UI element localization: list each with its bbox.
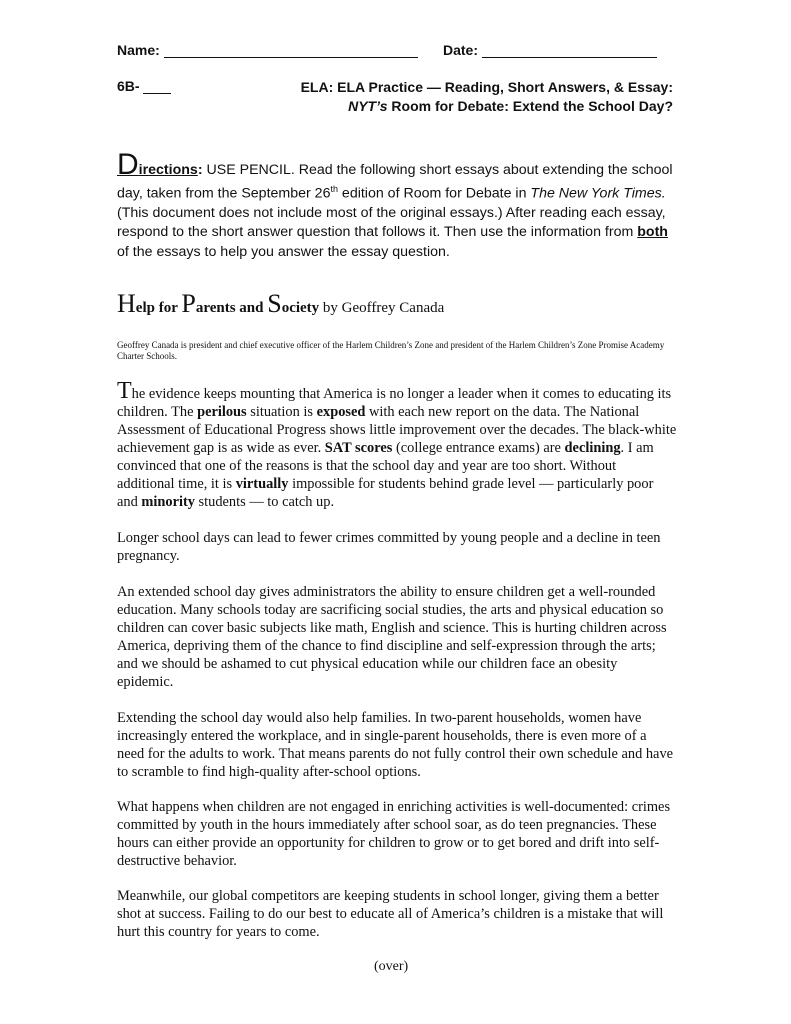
vocab-word: virtually: [235, 476, 289, 492]
directions-text-3: (This document does not include most of the original essays.) After reading each essay, respond to the short answer question that follows it. Then use the information from: [117, 205, 666, 241]
directions-text-1: USE PENCIL. Read the following short essays about extending the school day, taken from the September 26: [117, 162, 673, 202]
paragraph-5-text: What happens when children are not engaged in enriching activities is well-documented: crimes committed by youth in the hours immediately after school soar, as do teen pregnancies. These hours can either provide an opportunity for children to grow or to get bored and drift into self-destructive behavior.: [117, 799, 671, 869]
essay-paragraph-5: [117, 798, 677, 870]
class-field: [117, 78, 171, 94]
vocab-word: perilous: [197, 404, 247, 420]
directions-colon: :: [197, 162, 203, 178]
p1-text: with each new report on the data. The National Assessment of Educational Progress shows little improvement over the decades. The black-white achievement gap is as wide as ever.: [117, 404, 677, 456]
nyt-italic: NYT’s: [348, 98, 388, 114]
title-cap-p: P: [181, 289, 196, 318]
date-blank-line[interactable]: [482, 43, 657, 58]
p1-text: situation is: [246, 404, 317, 420]
title-rest-p: arents and: [195, 300, 268, 316]
p1-text: (college entrance exams) are: [392, 440, 565, 456]
paragraph-2-text: Longer school days can lead to fewer crimes committed by young people and a decline in teen pregnancy.: [117, 530, 661, 564]
essay-paragraph-6: [117, 887, 677, 941]
essay-paragraph-2: [117, 529, 677, 565]
directions-text-2: edition of Room for Debate in: [337, 185, 531, 202]
essay-paragraph-3: [117, 583, 677, 691]
vocab-word: minority: [141, 494, 195, 510]
name-field: [117, 42, 418, 58]
assignment-heading: [301, 78, 673, 116]
title-rest-h: elp for: [135, 300, 182, 316]
class-blank-line[interactable]: [143, 79, 171, 94]
essay-title: [117, 289, 444, 319]
p1-text: . I am convinced that one of the reasons is that the school day and year are too short. Without additional time, it is: [117, 440, 654, 492]
title-cap-h: H: [117, 289, 136, 318]
title-rest-s: ociety: [281, 300, 320, 316]
date-label: Date:: [443, 42, 479, 58]
assignment-line-2: [301, 97, 673, 116]
title-cap-s: S: [267, 289, 282, 318]
assignment-line-2-rest: Room for Debate: Extend the School Day?: [387, 98, 673, 114]
directions-block: [117, 148, 677, 262]
p1-text: students — to catch up.: [194, 494, 335, 510]
name-blank-line[interactable]: [164, 43, 418, 58]
name-label: Name:: [117, 42, 160, 58]
class-label: 6B-: [117, 78, 140, 94]
directions-text-4: of the essays to help you answer the essay question.: [117, 243, 450, 260]
over-note: (over): [374, 959, 409, 974]
essay-paragraph-4: [117, 709, 677, 781]
directions-label: [117, 148, 198, 181]
paragraph-4-text: Extending the school day would also help families. In two-parent households, women have increasingly entered the workplace, and in single-parent households, there is even more of a need for the adults to work. That means parents do not fully control their own schedule and have to scramble to find high-quality after-school options.: [117, 710, 674, 780]
paragraph-drop-cap: T: [117, 378, 132, 404]
directions-source: The New York Times.: [530, 185, 666, 202]
essay-paragraph-1: [117, 378, 677, 511]
directions-emphasis: both: [637, 224, 668, 241]
directions-superscript: th: [330, 184, 338, 195]
title-byline: by Geoffrey Canada: [319, 300, 445, 316]
author-bio: Geoffrey Canada is president and chief executive officer of the Harlem Children’s Zone and president of the Harlem Children’s Zone Promise Academy Charter Schools.: [117, 340, 665, 361]
assignment-line-1: ELA: ELA Practice — Reading, Short Answers, & Essay:: [300, 79, 673, 95]
vocab-word: exposed: [316, 404, 366, 420]
vocab-word: declining: [564, 440, 621, 456]
paragraph-6-text: Meanwhile, our global competitors are keeping students in school longer, giving them a better shot at success. Failing to do our best to educate all of America’s children is a mistake that will hurt this country for years to come.: [117, 888, 664, 940]
date-field: [443, 42, 657, 58]
directions-big-letter: D: [117, 148, 139, 181]
vocab-word: SAT scores: [324, 440, 393, 456]
p1-text: impossible for students behind grade level — particularly poor and: [117, 476, 654, 510]
p1-text: he evidence keeps mounting that America is no longer a leader when it comes to educating its children. The: [117, 386, 672, 420]
paragraph-3-text: An extended school day gives administrators the ability to ensure children get a well-rounded education. Many schools today are sacrificing social studies, the arts and physical education so children can cover basic subjects like math, English and science. This is hurting children across America, depriving them of the chance to find discipline and self-expression through the arts; and we should be ashamed to cut physical education while our children face an obesity epidemic.: [117, 584, 667, 690]
directions-label-rest: irections: [138, 162, 198, 178]
